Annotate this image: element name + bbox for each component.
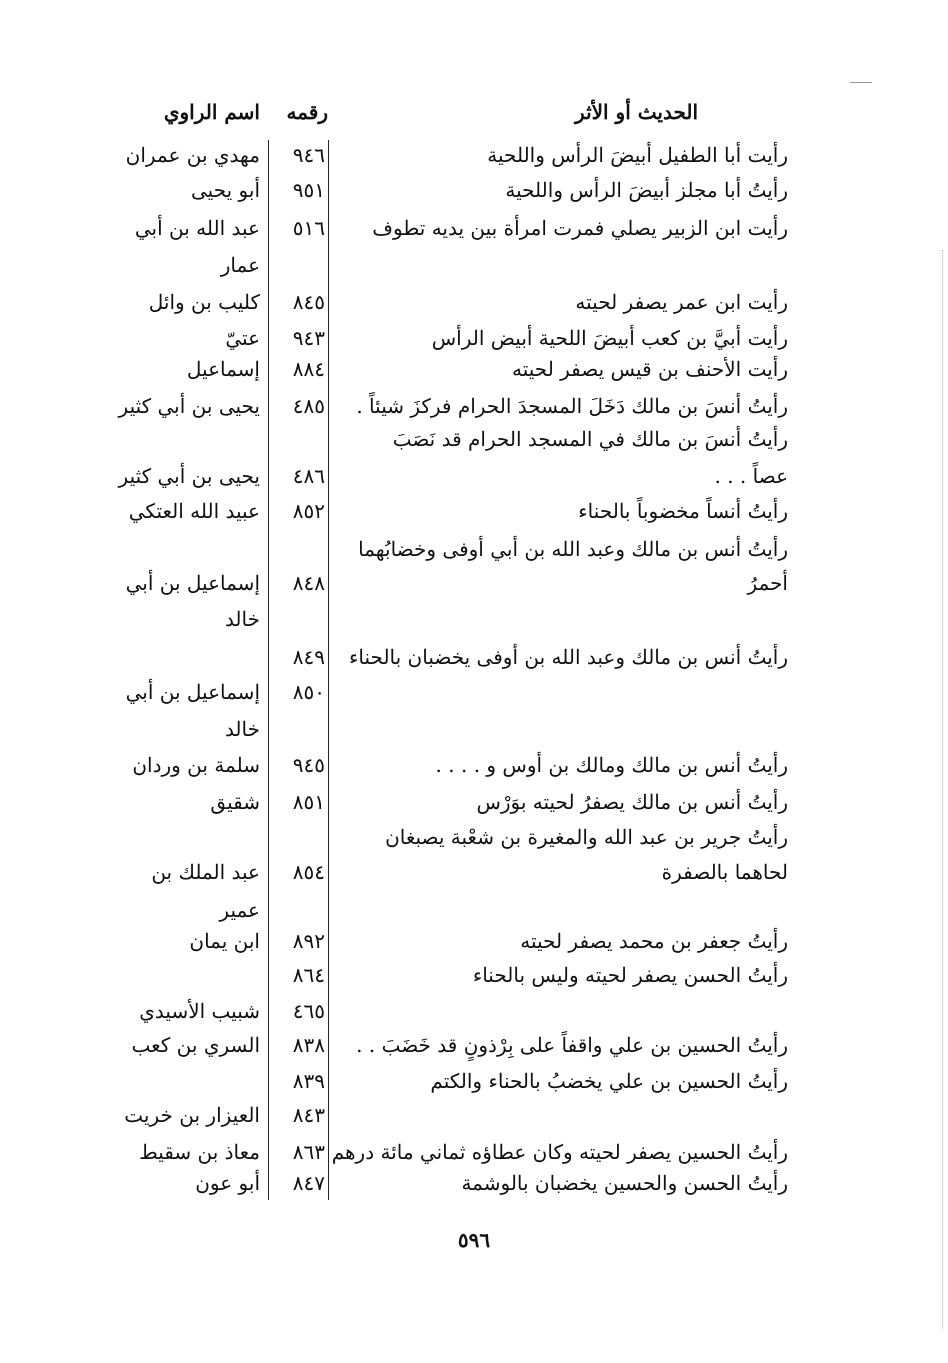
number-cell: ٥١٦ <box>292 216 325 240</box>
page-edge-dots <box>942 250 944 1330</box>
narrator-cell: عبد الملك بن <box>151 860 260 884</box>
hadith-cell: أحمرُ <box>747 571 788 595</box>
narrator-cell: خالد <box>224 717 260 741</box>
hadith-cell: عصاً . . . <box>714 464 788 488</box>
hadith-cell: لحاهما بالصفرة <box>661 860 788 884</box>
hadith-cell: رأيتُ أنس بن مالك وعبد الله بن أبي أوفى وخضابُهما <box>358 537 788 561</box>
number-cell: ٤٦٥ <box>292 999 325 1023</box>
hadith-cell: رأيتُ أنسَ بن مالك دَخَلَ المسجدَ الحرام فركزَ شيئاً . <box>356 394 788 418</box>
table-row <box>0 1026 948 1057</box>
hadith-cell: رأيت ابن عمر يصفر لحيته <box>575 290 788 314</box>
narrator-cell: معاذ بن سقيط <box>139 1140 260 1164</box>
table-row <box>0 492 948 523</box>
table-row <box>0 992 948 1023</box>
number-cell: ٨٤٨ <box>292 571 325 595</box>
number-cell: ٤٨٦ <box>292 464 325 488</box>
table-row <box>0 1133 948 1164</box>
narrator-cell: العيزار بن خريت <box>124 1103 260 1127</box>
table-row <box>0 1062 948 1093</box>
hadith-cell: رأيتُ الحسين بن علي يخضبُ بالحناء والكتم <box>430 1069 788 1093</box>
hadith-cell: رأيت أبا الطفيل أبيضَ الرأس واللحية <box>487 143 788 167</box>
table-row <box>0 638 948 669</box>
table-row <box>0 530 948 561</box>
table-row <box>0 319 948 350</box>
number-cell: ٨٣٩ <box>292 1069 325 1093</box>
narrator-cell: إسماعيل بن أبي <box>125 571 260 595</box>
narrator-cell: إسماعيل <box>186 357 260 381</box>
narrator-cell: خالد <box>224 607 260 631</box>
hadith-cell: رأيتُ أبا مجلز أبيضَ الرأس واللحية <box>505 178 788 202</box>
hadith-cell: رأيتُ الحسين بن علي واقفاً على بِرْذونٍ قد خَضَبَ . . <box>356 1033 788 1057</box>
narrator-cell: أبو يحيى <box>191 178 260 202</box>
hadith-cell: رأيتُ جرير بن عبد الله والمغيرة بن شعْبة يصبغان <box>385 825 788 849</box>
table-row <box>0 853 948 884</box>
hadith-cell: رأيتُ الحسن والحسين يخضبان بالوشمة <box>461 1171 788 1195</box>
narrator-cell: شقيق <box>210 790 260 814</box>
narrator-cell: كليب بن وائل <box>148 290 260 314</box>
narrator-cell: سلمة بن وردان <box>132 753 260 777</box>
number-cell: ٨٨٤ <box>292 357 325 381</box>
table-row <box>0 891 948 922</box>
table-row <box>0 783 948 814</box>
narrator-cell: مهدي بن عمران <box>125 143 260 167</box>
table-row <box>0 457 948 488</box>
number-cell: ٨٥٤ <box>292 860 325 884</box>
narrator-cell: عبد الله بن أبي <box>134 216 260 240</box>
number-cell: ٨٤٧ <box>292 1171 325 1195</box>
table-row <box>0 246 948 277</box>
number-cell: ٨٥٢ <box>292 499 325 523</box>
number-cell: ٨٤٩ <box>292 645 325 669</box>
number-cell: ٨٦٤ <box>292 963 325 987</box>
number-cell: ٨٣٨ <box>292 1033 325 1057</box>
hadith-cell: رأيتُ جعفر بن محمد يصفر لحيته <box>520 929 788 953</box>
header-narrator: اسم الراوي <box>163 100 260 124</box>
narrator-cell: ابن يمان <box>189 929 260 953</box>
column-divider-hadith <box>328 140 329 1200</box>
table-row <box>0 600 948 631</box>
table-row <box>0 673 948 704</box>
table-row <box>0 350 948 381</box>
number-cell: ٨٦٣ <box>292 1140 325 1164</box>
table-row <box>0 1096 948 1127</box>
number-cell: ٨٤٣ <box>292 1103 325 1127</box>
number-cell: ٨٤٥ <box>292 290 325 314</box>
hadith-cell: رأيت ابن الزبير يصلي فمرت امرأة بين يديه تطوف <box>372 216 788 240</box>
hadith-cell: رأيتُ أنس بن مالك يصفرُ لحيته بوَرْس <box>476 790 788 814</box>
number-cell: ٤٨٥ <box>292 394 325 418</box>
number-cell: ٨٥١ <box>292 790 325 814</box>
table-row <box>0 818 948 849</box>
column-divider-narrator <box>268 140 269 1200</box>
number-cell: ٩٤٣ <box>292 326 325 350</box>
narrator-cell: شبيب الأسيدي <box>139 999 260 1023</box>
narrator-cell: إسماعيل بن أبي <box>125 680 260 704</box>
table-row <box>0 956 948 987</box>
narrator-cell: يحيى بن أبي كثير <box>118 394 260 418</box>
narrator-cell: السري بن كعب <box>131 1033 260 1057</box>
number-cell: ٩٥١ <box>292 178 325 202</box>
narrator-cell: يحيى بن أبي كثير <box>118 464 260 488</box>
number-cell: ٨٥٠ <box>292 680 325 704</box>
hadith-cell: رأيت الأحنف بن قيس يصفر لحيته <box>511 357 788 381</box>
hadith-cell: رأيتُ الحسن يصفر لحيته وليس بالحناء <box>472 963 788 987</box>
hadith-cell: رأيتُ أنساً مخضوباً بالحناء <box>578 499 788 523</box>
narrator-cell: عبيد الله العتكي <box>128 499 260 523</box>
narrator-cell: عمير <box>219 898 260 922</box>
hadith-cell: رأيتُ أنس بن مالك وعبد الله بن أوفى يخضبان بالحناء <box>349 645 788 669</box>
hadith-cell: رأيتُ أنسَ بن مالك في المسجد الحرام قد نَصَبَ <box>392 427 788 451</box>
header-hadith: الحديث أو الأثر <box>575 100 698 124</box>
number-cell: ٨٩٢ <box>292 929 325 953</box>
table-row <box>0 746 948 777</box>
hadith-cell: رأيت أبيَّ بن كعب أبيضَ اللحية أبيض الرأس <box>431 326 788 350</box>
table-row <box>0 710 948 741</box>
narrator-cell: عمار <box>220 253 260 277</box>
table-row <box>0 283 948 314</box>
table-row <box>0 1164 948 1195</box>
table-row <box>0 387 948 418</box>
table-row <box>0 564 948 595</box>
number-cell: ٩٤٦ <box>292 143 325 167</box>
table-row <box>0 420 948 451</box>
table-row <box>0 922 948 953</box>
hadith-cell: رأيتُ أنس بن مالك ومالك بن أوس و . . . . <box>435 753 788 777</box>
narrator-cell: عتيّ <box>225 326 260 350</box>
table-row <box>0 171 948 202</box>
number-cell: ٩٤٥ <box>292 753 325 777</box>
hadith-cell: رأيتُ الحسين يصفر لحيته وكان عطاؤه ثماني مائة درهم <box>331 1140 788 1164</box>
narrator-cell: أبو عون <box>195 1171 260 1195</box>
header-number: رقمه <box>286 100 328 124</box>
page-number: ٥٩٦ <box>457 1228 491 1252</box>
table-row <box>0 209 948 240</box>
table-row <box>0 136 948 167</box>
margin-mark <box>850 82 872 83</box>
